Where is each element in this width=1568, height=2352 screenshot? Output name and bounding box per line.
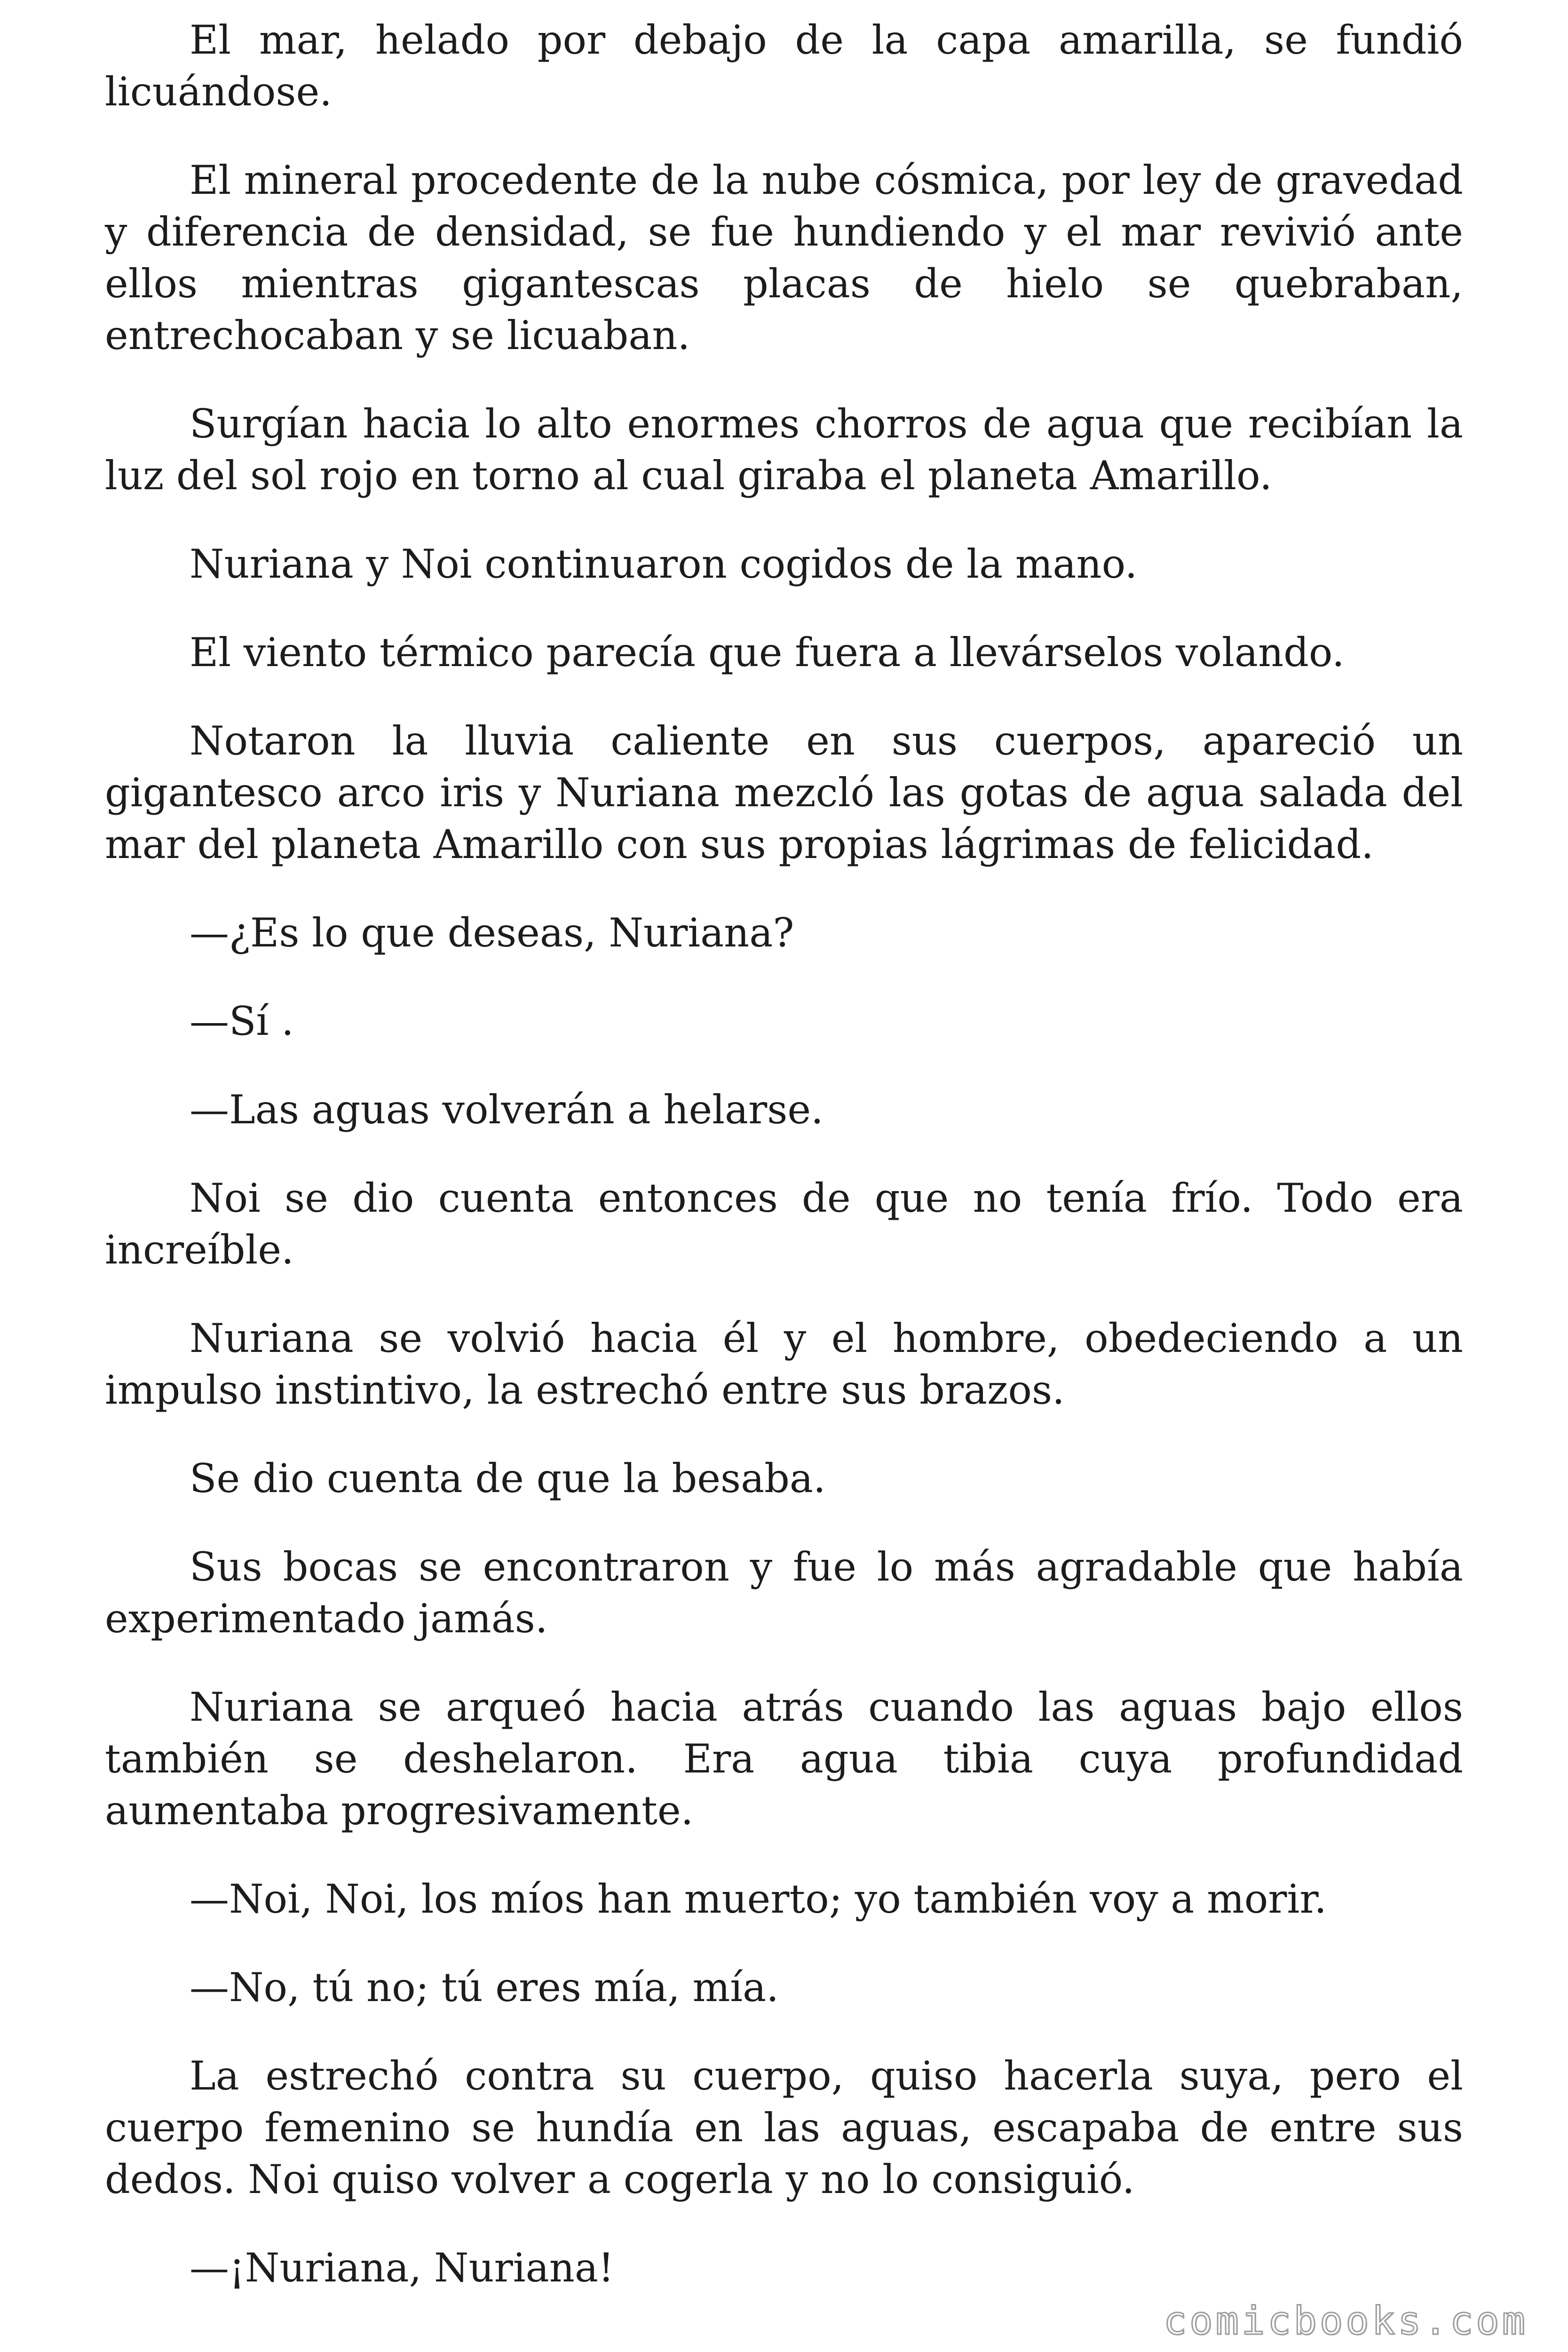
dialogue-line: —Sí . [190,998,294,1044]
paragraph: Nuriana se arqueó hacia atrás cuando las aguas bajo ellos también se deshelaron. Era agua tibia cuya profundidad aumentaba progresivamente. [105,1684,1463,1834]
dialogue-line: —¡Nuriana, Nuriana! [190,2245,614,2291]
paragraph: La estrechó contra su cuerpo, quiso hacerla suya, pero el cuerpo femenino se hundía en las aguas, escapaba de entre sus dedos. Noi quiso volver a cogerla y no lo consiguió. [105,2053,1463,2202]
watermark: comicbooks.com [1163,2299,1528,2344]
paragraph: El viento térmico parecía que fuera a llevárselos volando. [190,629,1345,675]
paragraph: Nuriana se volvió hacia él y el hombre, obedeciendo a un impulso instintivo, la estrechó entre sus brazos. [105,1315,1463,1413]
page-body [105,14,1463,2330]
paragraph: El mar, helado por debajo de la capa amarilla, se fundió licuándose. [105,17,1463,115]
paragraph: Nuriana y Noi continuaron cogidos de la mano. [190,541,1138,587]
dialogue-line: —Las aguas volverán a helarse. [190,1087,824,1133]
paragraph: Noi se dio cuenta entonces de que no tenía frío. Todo era increíble. [105,1175,1463,1273]
dialogue-line: —Noi, Noi, los míos han muerto; yo también voy a morir. [190,1876,1327,1922]
paragraph: Notaron la lluvia caliente en sus cuerpos, apareció un gigantesco arco iris y Nuriana mezcló las gotas de agua salada del mar del planeta Amarillo con sus propias lágrimas de felicidad. [105,718,1463,867]
paragraph: El mineral procedente de la nube cósmica, por ley de gravedad y diferencia de densidad, se fue hundiendo y el mar revivió ante ellos mientras gigantescas placas de hielo se quebraban, entrechocaban y se licuaban. [105,157,1463,358]
paragraph: Sus bocas se encontraron y fue lo más agradable que había experimentado jamás. [105,1544,1463,1642]
paragraph: Surgían hacia lo alto enormes chorros de agua que recibían la luz del sol rojo en torno al cual giraba el planeta Amarillo. [105,401,1463,499]
dialogue-line: —No, tú no; tú eres mía, mía. [190,1964,779,2010]
paragraph: Se dio cuenta de que la besaba. [190,1455,826,1502]
dialogue-line: —¿Es lo que deseas, Nuriana? [190,910,794,956]
